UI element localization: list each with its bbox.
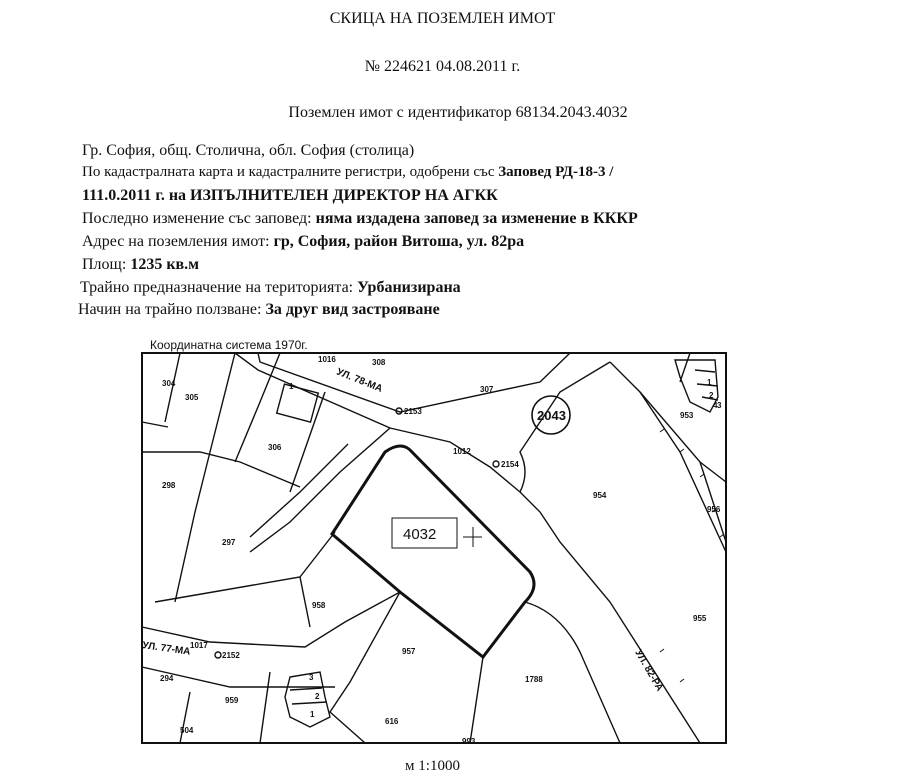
- purpose-value: Урбанизирана: [357, 279, 461, 296]
- parcel-label: 2153: [404, 407, 422, 416]
- area-line: [82, 256, 199, 274]
- parcel-label: 298: [162, 481, 176, 490]
- approval-line: [82, 164, 613, 181]
- parcel-label: 1017: [190, 641, 208, 650]
- document-number: № 224621 04.08.2011 г.: [364, 58, 521, 75]
- main-parcel-label: 4032: [403, 526, 437, 543]
- approval-order-cont: 111.0.2011 г. на ИЗПЪЛНИТЕЛЕН ДИРЕКТОР НА АГКК: [82, 187, 498, 204]
- area-value: 1235 кв.м: [130, 256, 200, 273]
- parcel-label: 294: [160, 674, 174, 683]
- parcel-label: 955: [693, 614, 707, 623]
- parcel-label: 305: [185, 393, 199, 402]
- parcel-label: 959: [225, 696, 239, 705]
- area-label: Площ:: [82, 256, 127, 273]
- parcel-label: 954: [593, 491, 607, 500]
- property-identifier: Поземлен имот с идентификатор 68134.2043.4032: [288, 104, 628, 121]
- parcel-label: 304: [162, 379, 176, 388]
- parcel-label: 308: [372, 358, 386, 367]
- parcel-label: 4: [713, 401, 718, 410]
- last-change-line: [82, 210, 638, 228]
- approval-line-cont: [82, 187, 498, 205]
- last-change-value: няма издадена заповед за изменение в КККР: [315, 210, 638, 227]
- coordinate-system-label: Координатна система 1970г.: [150, 338, 308, 352]
- map-scale: м 1:1000: [405, 758, 460, 774]
- parcel-label: 953: [680, 411, 694, 420]
- road-edge-east-a: [390, 428, 540, 512]
- parcel-cross-mark: [463, 527, 482, 547]
- purpose-label: Трайно предназначение на територията:: [80, 279, 354, 296]
- parcel-label: 993: [462, 737, 476, 746]
- street-78-ma-label: УЛ. 78-МА: [334, 366, 384, 395]
- address-line: [82, 233, 524, 251]
- usage-value: За друг вид застрояване: [265, 301, 440, 318]
- parcel-label: 956: [707, 505, 721, 514]
- parcel-label: 504: [180, 726, 194, 735]
- address-value: гр, София, район Витоша, ул. 82ра: [273, 233, 525, 250]
- parcel-label: 1016: [318, 355, 336, 364]
- road-edge-west: [250, 444, 348, 537]
- street-82-ra-label: УЛ. 82-РА: [632, 648, 665, 694]
- usage-label: Начин на трайно ползване:: [78, 301, 262, 318]
- parcel-label: 957: [402, 647, 416, 656]
- parcel-label: 1012: [453, 447, 471, 456]
- last-change-label: Последно изменение със заповед:: [82, 210, 312, 227]
- building-306: [277, 384, 319, 422]
- cadastral-map: [140, 352, 730, 754]
- parcel-label: 1: [707, 378, 712, 387]
- parcel-label: 2: [709, 391, 714, 400]
- address-label: Адрес на поземления имот:: [82, 233, 270, 250]
- parcel-label: 2: [315, 692, 320, 701]
- parcel-label: 307: [480, 385, 494, 394]
- parcel-label: 2154: [501, 460, 519, 469]
- buildings-bottom-left: [285, 672, 330, 727]
- parcel-label: 1788: [525, 675, 543, 684]
- location-line: Гр. София, общ. Столична, обл. София (столица): [82, 142, 415, 159]
- street-77-ma-label: УЛ. 77-МА: [141, 640, 192, 658]
- parcel-label: 297: [222, 538, 236, 547]
- quarter-label: 2043: [537, 408, 566, 423]
- approval-prefix: По кадастралната карта и кадастралните регистри, одобрени със: [82, 164, 495, 180]
- street-78-ma-edge-upper: [258, 353, 570, 412]
- parcel-label: 3: [309, 673, 314, 682]
- parcel-label: 306: [268, 443, 282, 452]
- parcel-label: 3: [717, 401, 722, 410]
- purpose-line: [80, 279, 461, 297]
- parcel-label: 958: [312, 601, 326, 610]
- approval-order: Заповед РД-18-3 /: [498, 164, 614, 180]
- parcel-label: 2152: [222, 651, 240, 660]
- parcel-label: 616: [385, 717, 399, 726]
- usage-line: [78, 301, 440, 319]
- document-title: СКИЦА НА ПОЗЕМЛЕН ИМОТ: [329, 10, 556, 27]
- parcel-label: 1: [310, 710, 315, 719]
- parcel-label: 1: [289, 382, 294, 391]
